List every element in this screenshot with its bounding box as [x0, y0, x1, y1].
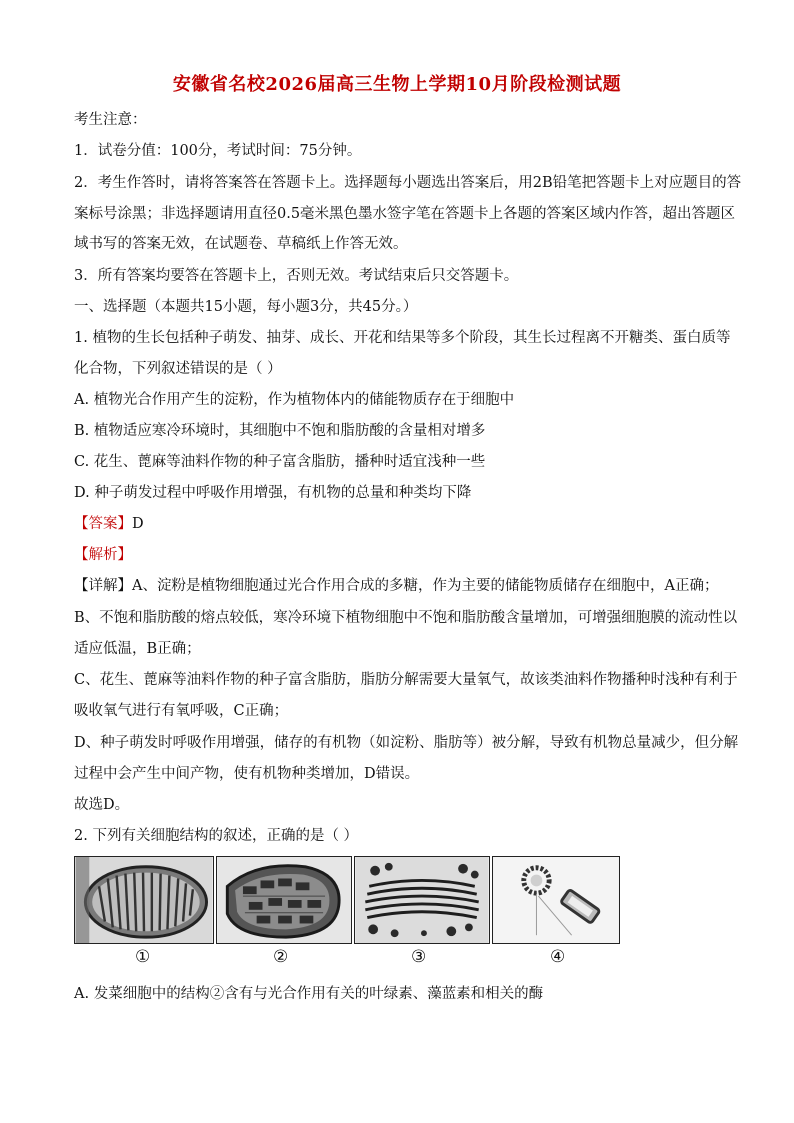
detail-tag: 【详解】 — [74, 578, 132, 594]
q1-stem-line-2: 化合物，下列叙述错误的是（ ） — [74, 361, 282, 377]
explanation-a-text: A、淀粉是植物细胞通过光合作用合成的多糖，作为主要的储能物质储存在细胞中，A正确； — [132, 578, 719, 594]
q1-explanation-b-line-1: B、不饱和脂肪酸的熔点较低，寒冷环境下植物细胞中不饱和脂肪酸含量增加，可增强细胞膜的流动性以 — [74, 610, 738, 626]
q1-explanation-d-line-1: D、种子萌发时呼吸作用增强，储存的有机物（如淀粉、脂肪等）被分解，导致有机物总量减少，但分解 — [74, 735, 739, 751]
q1-explanation-c-line-2: 吸收氧气进行有氧呼吸，C正确； — [74, 703, 289, 719]
q2-option-a: A. 发菜细胞中的结构②含有与光合作用有关的叶绿素、藻蓝素和相关的酶 — [74, 986, 544, 1002]
q1-explanation-d-line-2: 过程中会产生中间产物，使有机物种类增加，D错误。 — [74, 766, 420, 782]
q1-answer — [74, 514, 724, 534]
mitochondrion-image — [75, 857, 213, 943]
answer-tag: 【答案】 — [74, 516, 132, 532]
figure-label-4: ④ — [550, 947, 566, 967]
q1-explanation-a — [74, 576, 724, 596]
notice-heading: 考生注意： — [74, 112, 147, 128]
q1-stem-line-1: 1. 植物的生长包括种子萌发、抽芽、成长、开花和结果等多个阶段，其生长过程离不开糖类、蛋白质等 — [74, 330, 731, 346]
notice-item-2-line-1: 2．考生作答时，请将答案答在答题卡上。选择题每小题选出答案后，用2B铅笔把答题卡上对应题目的答 — [74, 175, 742, 191]
answer-value: D — [132, 516, 144, 532]
cell-structure-figures — [74, 856, 622, 946]
figure-golgi — [354, 856, 490, 944]
q1-option-c: C. 花生、蓖麻等油料作物的种子富含脂肪，播种时适宜浅种一些 — [74, 454, 486, 470]
golgi-image — [355, 857, 489, 943]
figure-label-1: ① — [135, 947, 151, 967]
notice-item-2-line-2: 案标号涂黑；非选择题请用直径0.5毫米黑色墨水签字笔在答题卡上各题的答案区域内作答，超出答题区 — [74, 206, 736, 222]
notice-item-2-line-3: 域书写的答案无效，在试题卷、草稿纸上作答无效。 — [74, 236, 408, 252]
notice-item-3: 3．所有答案均要答在答题卡上，否则无效。考试结束后只交答题卡。 — [74, 268, 519, 284]
page-title: 安徽省名校2026届高三生物上学期10月阶段检测试题 — [172, 74, 622, 95]
q1-conclusion: 故选D。 — [74, 797, 130, 813]
q1-explanation-b-line-2: 适应低温，B正确； — [74, 641, 201, 657]
q1-option-b: B. 植物适应寒冷环境时，其细胞中不饱和脂肪酸的含量相对增多 — [74, 423, 486, 439]
figure-label-2: ② — [273, 947, 289, 967]
chloroplast-image — [217, 857, 351, 943]
q2-stem: 2. 下列有关细胞结构的叙述，正确的是（ ） — [74, 828, 359, 844]
figure-chloroplast — [216, 856, 352, 944]
figure-mitochondrion — [74, 856, 214, 944]
q1-option-d: D. 种子萌发过程中呼吸作用增强，有机物的总量和种类均下降 — [74, 485, 472, 501]
notice-item-1: 1．试卷分值：100分，考试时间：75分钟。 — [74, 143, 362, 159]
section-heading: 一、选择题（本题共15小题，每小题3分，共45分。） — [74, 299, 418, 315]
figure-centriole — [492, 856, 620, 944]
analysis-tag: 【解析】 — [74, 547, 132, 563]
figure-label-3: ③ — [411, 947, 427, 967]
q1-option-a: A. 植物光合作用产生的淀粉，作为植物体内的储能物质存在于细胞中 — [74, 392, 515, 408]
q1-explanation-c-line-1: C、花生、蓖麻等油料作物的种子富含脂肪，脂肪分解需要大量氧气，故该类油料作物播种时浅种有利于 — [74, 672, 738, 688]
centriole-image — [493, 857, 619, 943]
